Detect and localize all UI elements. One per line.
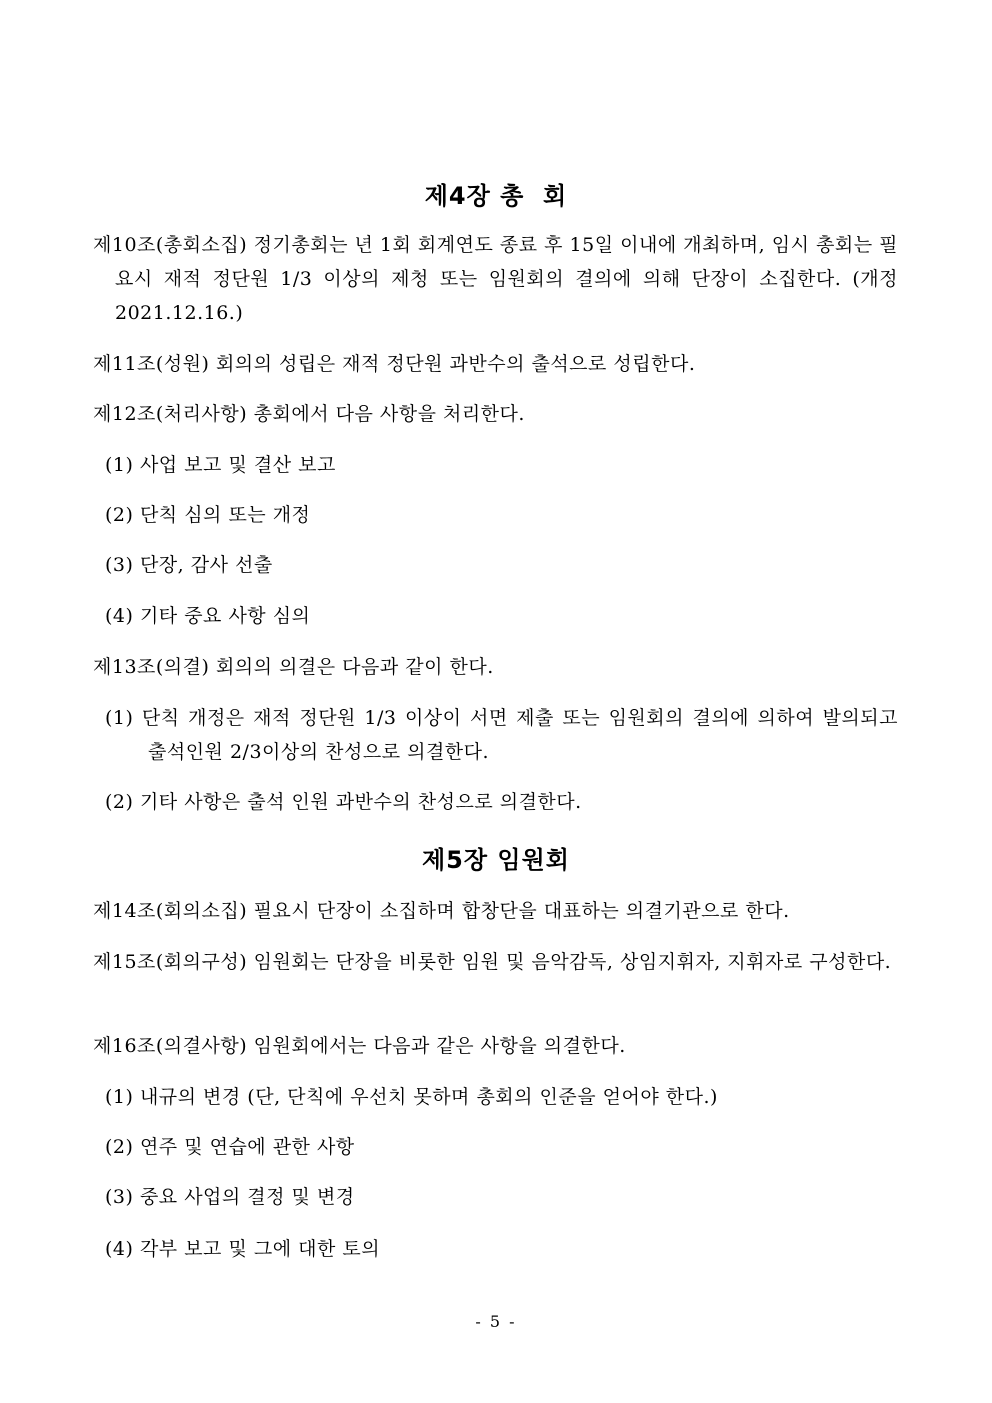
article-13: 제13조(의결) 회의의 의결은 다음과 같이 한다. [93,656,494,678]
chapter-5-title: 제5장 임원회 [422,846,570,874]
article-16-item-4: (4) 각부 보고 및 그에 대한 토의 [105,1238,381,1260]
article-13-item-1: (1) 단칙 개정은 재적 정단원 1/3 이상이 서면 제출 또는 임원회의 결의에 의하여 발의되고 출석인원 2/3이상의 찬성으로 의결한다. [105,707,898,763]
article-16-item-2: (2) 연주 및 연습에 관한 사항 [105,1136,355,1158]
article-16-item-3: (3) 중요 사업의 결정 및 변경 [105,1186,355,1208]
article-12-item-3: (3) 단장, 감사 선출 [105,554,273,576]
page-number: - 5 - [475,1312,517,1331]
article-14: 제14조(회의소집) 필요시 단장이 소집하며 합창단을 대표하는 의결기관으로 한다. [93,900,790,922]
article-12-item-2: (2) 단칙 심의 또는 개정 [105,504,311,526]
article-12: 제12조(처리사항) 총회에서 다음 사항을 처리한다. [93,403,525,425]
article-16: 제16조(의결사항) 임원회에서는 다음과 같은 사항을 의결한다. [93,1035,626,1057]
article-10: 제10조(총회소집) 정기총회는 년 1회 회계연도 종료 후 15일 이내에 개최하며, 임시 총회는 필요시 재적 정단원 1/3 이상의 제청 또는 임원회의 결의에 의해 단장이 소집한다. (개정 2021.12.16.) [93,234,898,324]
article-12-item-4: (4) 기타 중요 사항 심의 [105,605,311,627]
article-12-item-1: (1) 사업 보고 및 결산 보고 [105,454,336,476]
article-11: 제11조(성원) 회의의 성립은 재적 정단원 과반수의 출석으로 성립한다. [93,353,696,375]
article-16-item-1: (1) 내규의 변경 (단, 단칙에 우선치 못하며 총회의 인준을 얻어야 한다.) [105,1086,718,1108]
chapter-4-title: 제4장 총 회 [424,182,568,210]
article-13-item-2: (2) 기타 사항은 출석 인원 과반수의 찬성으로 의결한다. [105,791,582,813]
article-15: 제15조(회의구성) 임원회는 단장을 비롯한 임원 및 음악감독, 상임지휘자, 지휘자로 구성한다. [93,951,892,973]
